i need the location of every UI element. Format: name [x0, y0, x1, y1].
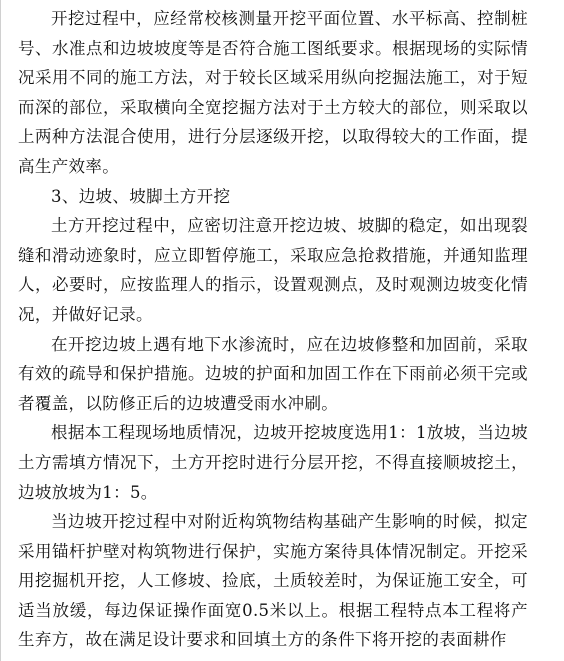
paragraph-groundwater: 在开挖边坡上遇有地下水渗流时，应在边坡修整和加固前，采取有效的疏导和保护措施。边坡的护面和加固工作在下雨前必须干完或者覆盖，以防修正后的边坡遭受雨水冲刷。 [18, 334, 528, 413]
paragraph-structure-protection: 当边坡开挖过程中对附近构筑物结构基础产生影响的时候，拟定采用锚杆护壁对构筑物进行保护，实施方案待具体情况制定。开挖采用挖掘机开挖，人工修坡、捡底，土质较差时，为保证施工安全，可适当放缓，每边保证操作面宽0.5米以上。根据工程特点本工程将产生弃方，故在满足设计要求和回填土方的条件下将开挖的表面耕作 [18, 512, 528, 650]
document-body [18, 4, 528, 655]
paragraph-slope-stability: 土方开挖过程中，应密切注意开挖边坡、坡脚的稳定，如出现裂缝和滑动迹象时，应立即暂停施工，采取应急抢救措施，并通知监理人，必要时，应按监理人的指示，设置观测点，及时观测边坡变化情况，并做好记录。 [18, 216, 528, 324]
section-heading-slope-excavation: 3、边坡、坡脚土方开挖 [51, 186, 231, 206]
paragraph-slope-ratio: 根据本工程现场地质情况，边坡开挖坡度选用1：1放坡，当边坡土方需填方情况下，土方开挖时进行分层开挖，不得直接顺坡挖土，边坡放坡为1：5。 [18, 423, 528, 502]
paragraph-excavation-process: 开挖过程中，应经常校核测量开挖平面位置、水平标高、控制桩号、水准点和边坡坡度等是否符合施工图纸要求。根据现场的实际情况采用不同的施工方法，对于较长区域采用纵向挖掘法施工，对于短而深的部位，采取横向全宽挖掘方法对于土方较大的部位，则采取以上两种方法混合使用，进行分层逐级开挖，以取得较大的工作面，提高生产效率。 [18, 9, 528, 176]
